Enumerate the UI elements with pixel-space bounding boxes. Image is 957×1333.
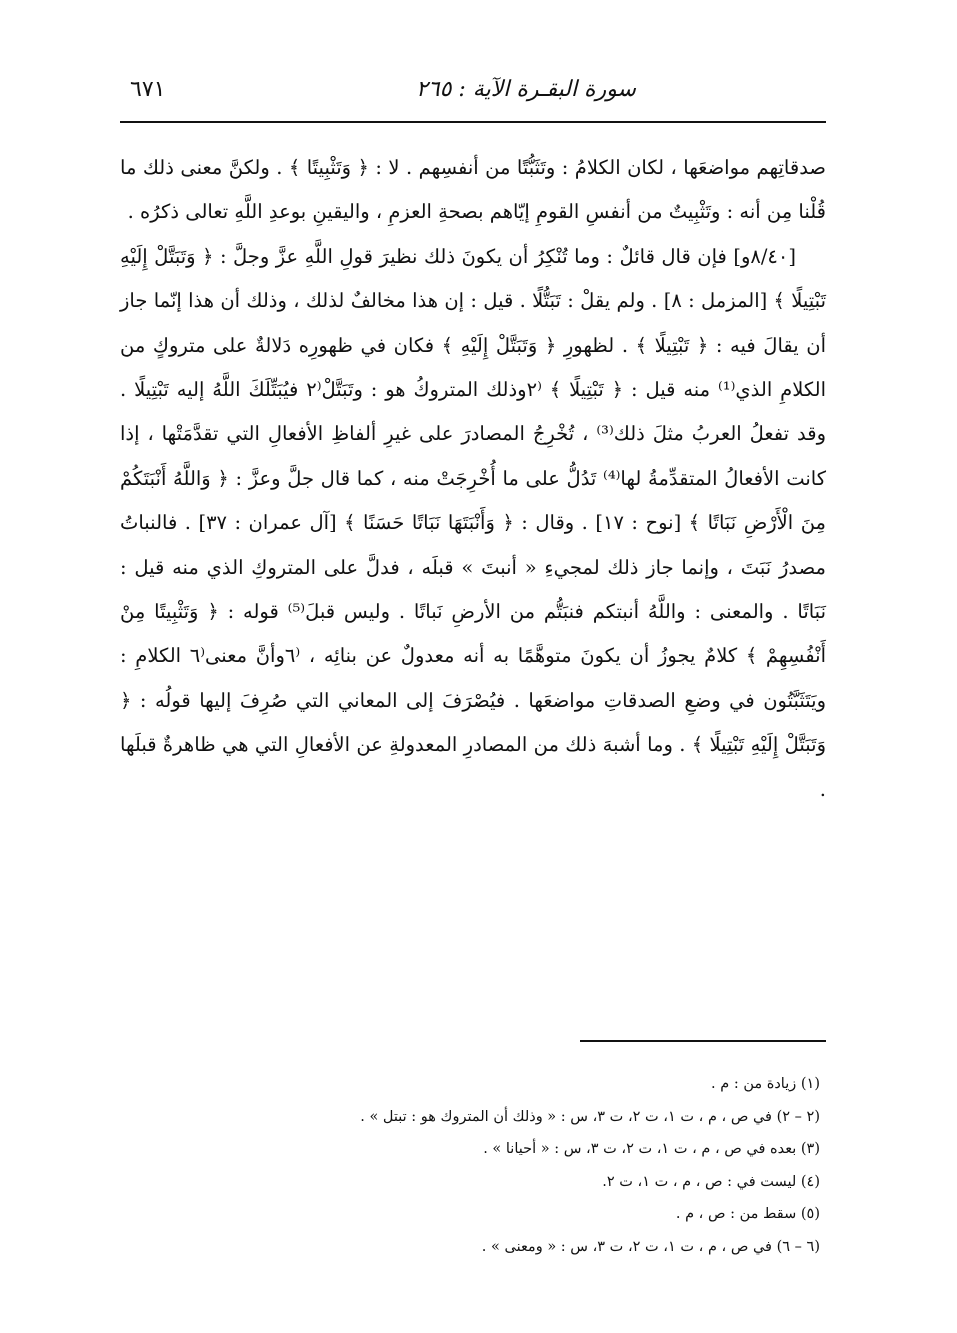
footnote-1: (١) زيادة من : م . xyxy=(711,1076,820,1092)
footnote-2: (٢ – ٢) في ص ، م ، ت ١، ت ٢، ت ٣، س : « وذلك أن المتروك هو : تبتل » . xyxy=(360,1108,820,1125)
header-divider xyxy=(120,121,826,123)
paragraph-2: [٨/٤٠و] فإن قال قائلٌ : وما تُنْكِرُ أن يكونَ ذلك نظيرَ قولِ اللَّهِ عزَّ وجلَّ : ﴿ وَتَبَتَّلْ إِلَيْهِ تَبْتِيلًا ﴾ [المزمل : ٨] . ولم يقلْ : تَبَتُّلًا . قيل : إن هذا مخالفٌ لذلك ، وذلك أن هذا إنّما جاز أن يقالَ فيه : ﴿ تَبْتِيلًا ﴾ . لظهورِ ﴿ وَتَبَتَّلْ إِلَيْهِ ﴾ فكان في ظهورِه دَلالةٌ على متروكٍ من الكلامِ الذي⁽¹⁾ منه قيل : ﴿ تَبْتِيلًا ﴾ ⁽٢وذلك المتروكُ هو : وتَبَتَّلْ⁽٢ فيُبَتِّلَكَ اللَّهُ إليه تَبْتِيلًا . وقد تفعلُ العربُ مثلَ ذلك⁽³⁾ ، تُخْرِجُ المصادرَ على غيرِ ألفاظِ الأفعالِ التي تقدَّمَتْها ، إذا كانت الأفعالُ المتقدِّمةُ لها⁽⁴⁾ تَدُلُّ على ما أُخْرِجَتْ منه ، كما قال جلَّ وعزَّ : ﴿ وَاللَّهُ أَنْبَتَكُمْ مِنَ الْأَرْضِ نَبَاتًا ﴾ [نوح : ١٧] . وقال : ﴿ وَأَنْبَتَهَا نَبَاتًا حَسَنًا ﴾ [آل عمران : ٣٧] . فالنباتُ مصدرُ نَبَتَ ، وإنما جاز ذلك لمجيءِ « أنبتَ » قبلَه ، فدلَّ على المتروكِ الذي منه قيل : نَبَاتًا . والمعنى : واللَّهُ أنبتكم فنبَتُّم من الأرضِ نَباتًا . وليس قبلَ⁽⁵⁾ قوله : ﴿ وَتَثْبِيتًا مِنْ أَنْفُسِهِمْ ﴾ كلامٌ يجوزُ أن يكونَ متوهَّمًا به أنه معدولٌ عن بنائِه ، ⁽٦وأنَّ معنى⁽٦ الكلامِ : ويَتَثَبَّتُون في وضعِ الصدقاتِ مواضعَها . فيُصْرَفَ إلى المعاني التي صُرِفَ إليها قولُه : ﴿ وَتَبَتَّلْ إِلَيْهِ تَبْتِيلًا ﴾ . وما أشبهَ ذلك من المصادرِ المعدولةِ عن الأفعالِ التي هي ظاهرةٌ قبلَها . xyxy=(120,244,827,801)
footnote-6: (٦ – ٦) في ص ، م ، ت ١، ت ٢، ت ٣، س : « ومعنى » . xyxy=(481,1238,820,1255)
running-title: سورة البقـرة الآية : ٢٦٥ xyxy=(415,77,636,102)
page-number: ٦٧١ xyxy=(130,77,166,102)
paragraph-1: صدقاتِهم مواضعَها ، لكان الكلامُ : وتَثَبُّتًا من أنفسِهم . لا : ﴿ وَتَثْبِيتًا ﴾ . ولكنَّ معنى ذلك ما قُلْنا مِن أنه : وتَثْبِيتٌ من أنفسِ القومِ إيّاهم بصحةِ العزمِ ، واليقينِ بوعدِ اللَّهِ تعالى ذكرُه . xyxy=(120,156,826,224)
main-text xyxy=(120,146,826,812)
footnote-5: (٥) سقط من : ص ، م . xyxy=(675,1206,820,1223)
footnotes xyxy=(120,1068,826,1264)
footnote-divider xyxy=(580,1040,826,1042)
footnote-4: (٤) ليست في : ص ، م ، ت ١، ت ٢. xyxy=(602,1173,820,1190)
page-header xyxy=(120,70,826,110)
footnote-3: (٣) بعده في ص ، م ، ت ١، ت ٢، ت ٣، س : « أحيانا » . xyxy=(483,1141,820,1158)
